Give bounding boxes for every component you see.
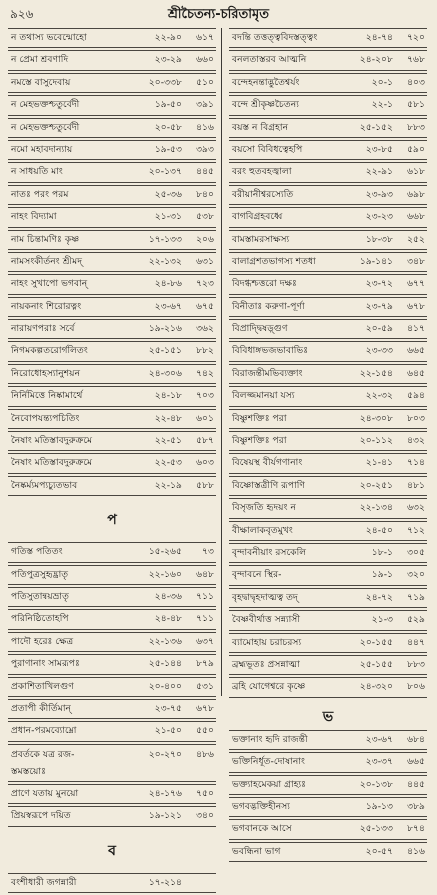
index-entry — [229, 842, 427, 862]
entry-reference: ২১-৫০ — [154, 725, 182, 737]
index-entry — [8, 784, 216, 804]
entry-text: নায়কনাং শিরোরত্নং — [11, 300, 82, 312]
entry-reference: ২০-১৫৫ — [359, 636, 393, 648]
entry-reference: ১৯-১৪১ — [359, 255, 393, 267]
entry-text: ন সাধয়তি মাং — [11, 166, 63, 178]
entry-reference: ২২-৩২ — [365, 390, 393, 402]
entry-text: বয়স্ত ন বিগ্রহান — [232, 121, 289, 133]
entry-reference: ২০-৪০০ — [148, 680, 182, 692]
entry-text: নৈবোপযন্ত্যপচিতিং — [11, 412, 80, 424]
index-entry — [229, 453, 427, 473]
entry-page: ৩৪৮ — [407, 255, 425, 267]
index-entry — [229, 28, 427, 48]
entry-page: ৩৯১ — [196, 99, 214, 111]
entry-reference: ২০-৫৯ — [365, 323, 393, 335]
entry-reference: ১৯-৫০ — [154, 99, 182, 111]
entry-page: ৭১২ — [407, 524, 425, 536]
entry-page: ৪৪৭ — [407, 636, 425, 648]
entry-text: নিগমকল্পতরোর্গলিতং — [11, 345, 88, 357]
entry-text: নির্নিমিত্তে নিষ্কামার্থে — [11, 390, 83, 402]
entry-reference: ২৩-৭৫ — [154, 702, 182, 714]
index-entry — [8, 140, 216, 160]
entry-reference: ২২-১৩২ — [148, 255, 182, 267]
index-entry — [229, 677, 427, 697]
entry-page: ৭০৩ — [196, 390, 214, 402]
entry-reference: ২২-১৫৪ — [359, 367, 393, 379]
entry-page: ৮০৬ — [407, 681, 425, 693]
page-number: ৯২৬ — [10, 7, 34, 21]
index-entry — [229, 633, 427, 653]
entry-page: ৬৪৮ — [196, 568, 214, 580]
index-entry — [8, 721, 216, 741]
entry-text: ন প্রেমা শ্রবণাদি — [11, 54, 69, 66]
entry-reference: ২২-১৩৬ — [148, 635, 182, 647]
entry-text: বিষেয়স্থ বীর্যগণানাং — [232, 457, 303, 469]
entry-text: পাদৌ হরেঃ ক্ষেত্র — [11, 635, 74, 647]
column-divider — [221, 28, 222, 696]
entry-reference: ২৪-১৮ — [154, 390, 182, 402]
entry-page: ৭১৪ — [407, 457, 425, 469]
entry-text: বদন্তি তত্তত্ত্ববিদস্তত্ত্বং — [232, 32, 318, 43]
entry-text: ভক্তানাং হৃদি রাজন্তী — [232, 733, 308, 745]
index-entry — [8, 297, 216, 317]
entry-text: ন তথাস্য ভবেন্মোহো — [11, 32, 87, 43]
index-entry — [229, 588, 427, 608]
entry-reference: ২২-১৬০ — [148, 568, 182, 580]
entry-page: ৭৬৮ — [407, 54, 425, 66]
entry-page: ৩৪০ — [196, 810, 214, 822]
entry-reference: ২৩-৭২ — [365, 278, 393, 290]
entry-page: ৪১৭ — [407, 323, 425, 335]
entry-page: ৬১৮ — [407, 166, 425, 178]
index-entry — [8, 207, 216, 227]
entry-text: বিলজ্জমানয়া যস্য — [232, 390, 295, 402]
entry-reference: ২৪-৩৬ — [154, 590, 182, 602]
index-entry — [229, 73, 427, 93]
index-entry — [8, 609, 216, 629]
entry-page: ৫৮৮ — [196, 479, 214, 491]
index-entry — [8, 28, 216, 48]
index-entry — [8, 453, 216, 473]
entry-reference: ২২-৯০ — [154, 32, 182, 43]
entry-text: নাহং সুখাপো ভগবান্ — [11, 278, 88, 290]
entry-text: ভক্তিনির্ধূত-দোষানাং — [232, 756, 305, 768]
entry-page: ৬৪৫ — [407, 367, 425, 379]
index-entry — [229, 797, 427, 817]
entry-page: ৬০৩ — [196, 457, 214, 469]
entry-page: ৪১৬ — [196, 121, 214, 133]
entry-page: ৮৪০ — [196, 188, 214, 200]
entry-page: ৬০১ — [196, 412, 214, 424]
entry-text: প্রকাশিতাখিলগুণ — [11, 680, 74, 692]
entry-reference: ২১-৪১ — [365, 457, 393, 469]
index-entry — [229, 565, 427, 585]
index-entry — [229, 386, 427, 406]
entry-page: ৬৭৮ — [407, 300, 425, 312]
entry-page: ৬৩২ — [407, 502, 425, 514]
index-entry — [229, 207, 427, 227]
entry-reference: ২০-৫৮ — [154, 121, 182, 133]
entry-reference: ২৪-২০৮ — [359, 54, 393, 66]
left-column — [8, 28, 216, 895]
entry-text: নৈষাং মতিস্তাবদুরুক্রমে — [11, 435, 93, 447]
entry-text: ভবন্ধিনা ভাগ — [232, 845, 281, 857]
entry-text: বরং হুতবহজ্বালা — [232, 166, 292, 178]
entry-text: নাম চিন্তামণিঃ কৃষ্ণ — [11, 233, 80, 245]
index-entry — [8, 341, 216, 361]
entry-text: বংশীধারী জগন্নারী — [11, 876, 77, 888]
index-entry — [8, 252, 216, 272]
entry-reference: ২৪-৭৪ — [365, 32, 393, 43]
entry-page: ৮৮২ — [196, 345, 214, 357]
entry-text: ন মেহভক্তশ্চতুর্বেদী — [11, 121, 80, 133]
entry-text: বিদগ্ধশ্চত্তরো দক্ষঃ — [232, 278, 297, 290]
entry-text: বাগবিগ্রহবধ্বে — [232, 211, 283, 223]
entry-text: ব্রহি যোগেশ্বরে কৃষ্ণে — [232, 681, 306, 693]
entry-reference: ২২-৫১ — [154, 435, 182, 447]
entry-reference: ১৯-১৩ — [365, 800, 393, 812]
entry-text: বিনীতাঃ করুণা-পূর্ণা — [232, 300, 305, 312]
entry-text: ভগবানকে আসে — [232, 823, 292, 835]
index-entry — [8, 409, 216, 429]
entry-page: ৮০৩ — [407, 412, 425, 424]
entry-text: পতিসুতান্বয়ভ্রাতৃ — [11, 590, 69, 602]
entry-page: ৩৯৩ — [196, 143, 214, 155]
index-entry — [229, 775, 427, 795]
entry-page: ৮৮৩ — [407, 121, 425, 133]
entry-reference: ২২-১৯ — [154, 479, 182, 491]
entry-reference: ১৫-২৬৫ — [148, 546, 182, 558]
entry-text: বরীয়ানীশ্বরস্যেতি — [232, 188, 294, 200]
entry-page: ৮৭৪ — [407, 823, 425, 835]
entry-page: ৭১৯ — [407, 591, 425, 603]
index-entry — [229, 162, 427, 182]
index-entry — [8, 806, 216, 826]
index-entry — [229, 50, 427, 70]
entry-page: ৭৩ — [202, 546, 214, 558]
entry-text: বিষ্ণুশক্তিঃ পরা — [232, 412, 287, 424]
entry-reference: ২০-২৫১ — [359, 479, 393, 491]
section-letter: ব — [108, 842, 116, 859]
entry-reference: ১৯-১ — [371, 569, 393, 581]
entry-page: ২৫২ — [407, 233, 425, 245]
entry-page: ৬৬৫ — [407, 756, 425, 768]
entry-reference: ২৩-৩৭ — [365, 756, 393, 768]
entry-reference: ২০-৩৩৮ — [148, 76, 182, 88]
entry-page: ৬৩১ — [196, 255, 214, 267]
index-entry — [8, 431, 216, 451]
index-entry — [229, 752, 427, 772]
entry-page: ৪৮৬ — [196, 748, 214, 760]
entry-page: ৫৮৭ — [196, 435, 214, 447]
index-entry — [229, 476, 427, 496]
entry-reference: ২১-৩১ — [154, 211, 182, 223]
entry-reference: ২০-১৩৮ — [359, 778, 393, 790]
index-entry — [8, 587, 216, 607]
entry-page: ৩৮৯ — [407, 800, 425, 812]
entry-page: ৬১৭ — [196, 32, 214, 43]
entry-reference: ১৯-২১৬ — [148, 323, 182, 335]
entry-reference: ২১-৩ — [371, 614, 393, 626]
entry-text: ভগবদ্ভক্তিহীনস্য — [232, 800, 290, 812]
index-entry — [8, 654, 216, 674]
index-entry — [8, 386, 216, 406]
entry-page: ৬৬০ — [196, 54, 214, 66]
entry-reference: ২৪-৩০৮ — [359, 412, 393, 424]
index-entry — [229, 297, 427, 317]
page-title: শ্রীচৈতন্য-চরিতামৃত — [167, 7, 270, 22]
entry-reference: ২৪-৩২০ — [359, 681, 393, 693]
entry-text: বৈষ্ণবীর্থাত্ত সন্ন্যাসী — [232, 614, 300, 626]
entry-text: বিষ্ণুশক্তিঃ পরা — [232, 435, 287, 447]
entry-text: বিসৃজতি হৃদয়ং ন — [232, 502, 296, 514]
entry-reference: ২০-৫৭ — [365, 845, 393, 857]
index-entry — [8, 95, 216, 115]
index-entry — [229, 730, 427, 750]
entry-reference: ২০-১১২ — [359, 435, 393, 447]
entry-page: ৫৩১ — [196, 680, 214, 692]
entry-reference: ২০-১৩৭ — [148, 166, 182, 178]
entry-text: বৃন্দাবনে স্থির- — [232, 569, 282, 581]
entry-page: ৪৪৫ — [196, 166, 214, 178]
index-entry — [229, 543, 427, 563]
entry-reference: ২২-১ — [371, 99, 393, 111]
index-entry — [8, 73, 216, 93]
entry-text: নারায়ণপরাঃ সর্বে — [11, 323, 75, 335]
entry-reference: ২২-১৩৪ — [359, 502, 393, 514]
entry-page: ৭৫০ — [196, 787, 214, 799]
entry-reference: ১৯-১২১ — [148, 810, 182, 822]
entry-text: বিষ্ণোস্তত্রীণি রূপাণি — [232, 479, 305, 491]
entry-page: ৬৬৫ — [407, 345, 425, 357]
index-entry — [8, 632, 216, 652]
index-entry — [8, 476, 216, 496]
entry-page: ৪১৬ — [407, 845, 425, 857]
entry-text: ব্রহ্মভূতঃ প্রসন্নাত্মা — [232, 658, 300, 670]
index-entry — [229, 819, 427, 839]
index-entry — [229, 409, 427, 429]
entry-reference: ২৫-১৫১ — [148, 345, 182, 357]
entry-reference: ২৪-১৭৬ — [148, 787, 182, 799]
entry-reference: ২৩-৬৭ — [154, 300, 182, 312]
entry-text: প্রতাপী কীর্তিমান্ — [11, 702, 72, 714]
index-entry — [229, 655, 427, 675]
entry-page: ৫২৯ — [407, 614, 425, 626]
index-entry — [8, 744, 216, 782]
index-entry — [229, 498, 427, 518]
entry-page: ৭২৩ — [196, 278, 214, 290]
entry-text: পরিনিষ্ঠিতোহপি — [11, 613, 69, 625]
index-entry — [8, 677, 216, 697]
entry-text: নমস্তে বাসুদেবায় — [11, 76, 71, 88]
entry-reference: ২৩-৩৩ — [365, 345, 393, 357]
index-entry — [229, 364, 427, 384]
entry-page: ৪৮১ — [407, 479, 425, 491]
index-entry — [8, 542, 216, 562]
entry-reference: ২৫-১৪৪ — [148, 658, 182, 670]
entry-text: ভক্ত্যাহমেকয়া গ্রাহ্যঃ — [232, 778, 307, 790]
entry-page: ৫১০ — [196, 76, 214, 88]
entry-page: ৮৮৩ — [407, 658, 425, 670]
index-entry — [229, 274, 427, 294]
entry-reference: ২০-১ — [371, 76, 393, 88]
index-entry — [229, 230, 427, 250]
entry-page: ৪০৩ — [407, 76, 425, 88]
entry-reference: ২৪-৪৮ — [154, 613, 182, 625]
entry-reference: ১৯-৫৩ — [154, 143, 182, 155]
entry-page: ৪৪৫ — [407, 778, 425, 790]
entry-reference: ২৪-৭২ — [365, 591, 393, 603]
entry-reference: ২৫-১৩৩ — [359, 823, 393, 835]
entry-text: বনলতাস্তরব আত্মনি — [232, 54, 307, 66]
entry-text: প্রাণে যতায় মুনয়ো — [11, 787, 79, 799]
index-entry — [8, 274, 216, 294]
entry-reference: ২৪-৮৬ — [154, 278, 182, 290]
entry-text: বীক্ষালাকবৃতমুখং — [232, 524, 293, 536]
entry-text: নৈষ্কর্ম্যমপ্যচ্যুতভাব — [11, 479, 78, 491]
entry-page: ৫৮১ — [407, 99, 425, 111]
entry-text: নাতঃ পরং পরম — [11, 188, 69, 200]
entry-text: বালাগ্রশতভাগস্য শতধা — [232, 255, 316, 267]
entry-text: প্রধান-পরমব্যোম্নো — [11, 725, 77, 737]
entry-page: ৭১১ — [196, 590, 214, 602]
entry-text: নিরোধোহস্যানুশয়ন — [11, 367, 81, 379]
entry-page: ৭১১ — [196, 613, 214, 625]
entry-page: ৩২০ — [407, 569, 425, 581]
index-entry — [229, 252, 427, 272]
entry-reference: ১৮-১ — [371, 546, 393, 558]
entry-text: নাহং বিদ্যামা — [11, 211, 57, 223]
entry-text-continued: স্তমস্তয়োঃ — [11, 765, 46, 777]
entry-page: ৭৪২ — [196, 367, 214, 379]
entry-text: নৈষাং মতিস্তাবদুরুক্রমে — [11, 457, 93, 469]
section-letter: প — [107, 512, 117, 529]
index-entry — [8, 185, 216, 205]
index-entry — [8, 230, 216, 250]
entry-page: ৬৮৪ — [407, 733, 425, 745]
entry-text: বন্দে শ্রীকৃষ্ণচৈতন্য — [232, 99, 299, 111]
entry-reference: ২৩-২৯ — [154, 54, 182, 66]
entry-text: নামসংকীর্তনং শ্রীমদ্ — [11, 255, 83, 267]
entry-reference: ২৫-১৫৫ — [359, 658, 393, 670]
entry-reference: ২০-২৭০ — [148, 748, 182, 760]
index-entry — [229, 319, 427, 339]
index-entry — [229, 431, 427, 451]
entry-page: ৬৩৭ — [196, 635, 214, 647]
entry-reference: ২২-৪৮ — [154, 412, 182, 424]
entry-text: বন্দেহনন্তাদ্ভুতৈশ্বর্যং — [232, 76, 300, 88]
entry-text: গতিস্ত পতিতং — [11, 546, 63, 558]
entry-reference: ২৩-২৩ — [365, 211, 393, 223]
entry-reference: ২৩-৬৭ — [365, 733, 393, 745]
index-entry — [229, 610, 427, 630]
entry-text: বয়সো বিবিধত্বেহপি — [232, 143, 303, 155]
index-entry — [229, 95, 427, 115]
entry-page: ৬৯৮ — [407, 188, 425, 200]
entry-page: ৬৭৮ — [196, 702, 214, 714]
entry-page: ৫৯৪ — [407, 390, 425, 402]
index-entry — [8, 699, 216, 719]
entry-reference: ২৩-৯৩ — [365, 188, 393, 200]
entry-text: বামস্তামরসাক্ষস্য — [232, 233, 290, 245]
index-entry — [8, 873, 216, 893]
entry-page: ৪৩২ — [407, 435, 425, 447]
entry-page: ৫৫০ — [196, 725, 214, 737]
index-entry — [8, 162, 216, 182]
entry-text: ন মেহভক্তশ্চতুর্বেদী — [11, 99, 80, 111]
index-entry — [8, 319, 216, 339]
entry-page: ৩০৫ — [407, 546, 425, 558]
index-entry — [8, 364, 216, 384]
entry-page: ৬৭৫ — [196, 300, 214, 312]
entry-page: ৮৭৯ — [196, 658, 214, 670]
entry-reference: ২৩-৭৯ — [365, 300, 393, 312]
entry-page: ৬৭৭ — [407, 278, 425, 290]
entry-text: বিপ্রাদ্দ্বিষড়্গুণ — [232, 323, 288, 335]
entry-text: পতিপুত্রসুহৃদ্ভ্রাতৃ — [11, 568, 69, 580]
right-column — [229, 28, 427, 864]
entry-reference: ২২-৫৩ — [154, 457, 182, 469]
index-entry — [8, 118, 216, 138]
entry-text: পুরাণানাং সামরূপঃ — [11, 658, 80, 670]
index-entry — [8, 50, 216, 70]
entry-text: প্রিয়স্বরূপে দয়িত — [11, 810, 71, 822]
entry-page: ৩৬২ — [196, 323, 214, 335]
entry-text: বৃহদ্বাদ্বৃহদাত্মত্ব তদ্ — [232, 591, 298, 603]
entry-text: বিবিধাঙ্গভজভাবাভিঃ — [232, 345, 309, 357]
entry-reference: ২৪-৩০৬ — [148, 367, 182, 379]
entry-text: নমো মহাবদান্যায় — [11, 143, 73, 155]
entry-reference: ১৭-২১৪ — [148, 876, 182, 888]
index-entry — [8, 565, 216, 585]
entry-reference: ১৭-১৩৩ — [148, 233, 182, 245]
entry-text: বৃন্দাবনীয়াং রসকেলি — [232, 546, 307, 558]
entry-page: ৫৯০ — [407, 143, 425, 155]
index-entry — [229, 341, 427, 361]
section-letter: ভ — [322, 708, 334, 725]
index-entry — [229, 185, 427, 205]
entry-reference: ১৮-৩৮ — [365, 233, 393, 245]
entry-page: ৫৩৮ — [196, 211, 214, 223]
entry-reference: ২৫-৩৬ — [154, 188, 182, 200]
entry-reference: ২৩-৮৫ — [365, 143, 393, 155]
index-entry — [229, 118, 427, 138]
index-entry — [229, 140, 427, 160]
entry-reference: ২২-৯১ — [365, 166, 393, 178]
entry-page: ৭২০ — [407, 32, 425, 43]
index-entry — [229, 521, 427, 541]
entry-text: বিরাজন্তীমভিব্যক্তাং — [232, 367, 303, 379]
entry-text: ব্যামোহায় চরাচরস্য — [232, 636, 302, 648]
entry-reference: ২৫-১৫২ — [359, 121, 393, 133]
entry-page: ৬৬৮ — [407, 211, 425, 223]
entry-text: প্রবর্তকে যত্র রজ- — [11, 748, 75, 760]
entry-reference: ২৪-৫০ — [365, 524, 393, 536]
entry-page: ২০৬ — [196, 233, 214, 245]
